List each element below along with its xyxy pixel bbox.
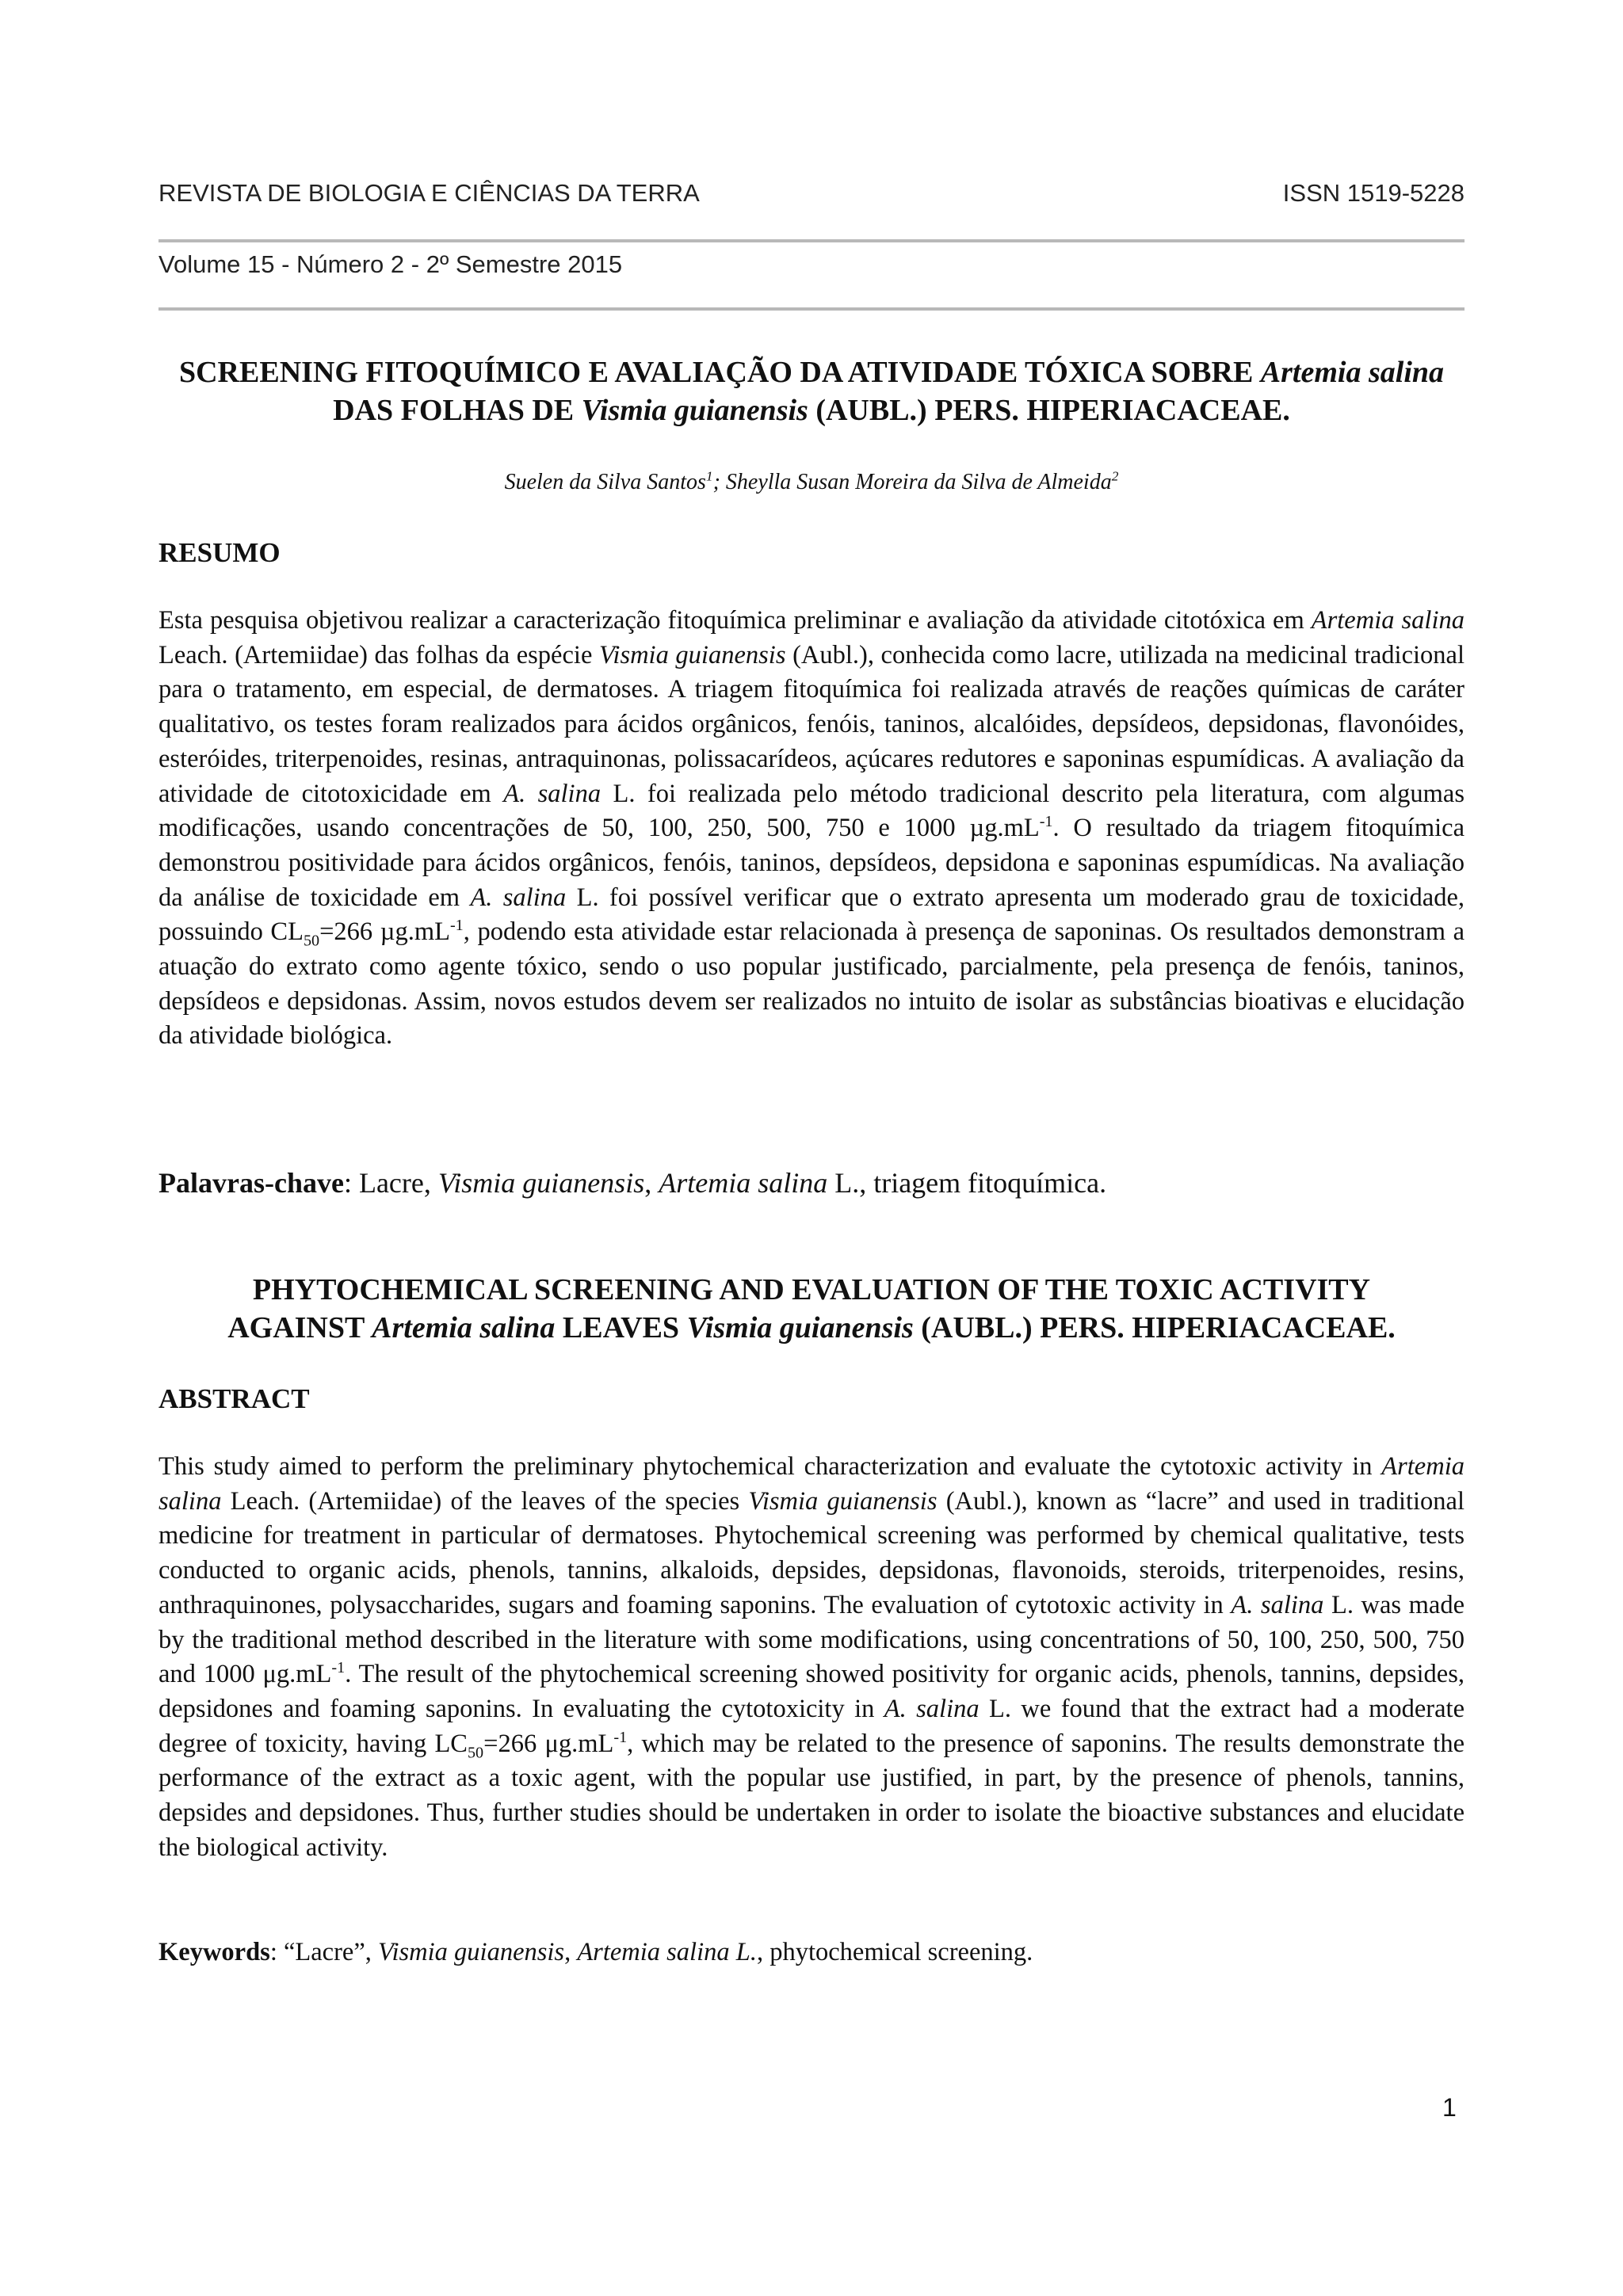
author-1: Suelen da Silva Santos <box>504 470 706 494</box>
volume-divider <box>158 307 1465 311</box>
resumo-paragraph: Esta pesquisa objetivou realizar a caracterização fitoquímica preliminar e avaliação da atividade citotóxica em Artemia salina Leach. (Artemiidae) das folhas da espécie Vismia guianensis (Aubl.), conhecida como lacre, utilizada na medicinal tradicional para o tratamento, em especial, de dermatoses. A triagem fitoquímica foi realizada através de reações químicas de caráter qualitativo, os testes foram realizados para ácidos orgânicos, fenóis, taninos, alcalóides, depsídeos, depsidonas, flavonóides, esteróides, triterpenoides, resinas, antraquinonas, polissacarídeos, açúcares redutores e saponinas espumídicas. A avaliação da atividade de citotoxicidade em A. salina L. foi realizada pelo método tradicional descrito pela literatura, com algumas modificações, usando concentrações de 50, 100, 250, 500, 750 e 1000 $\mu g.mL^{-1}$. O resultado da triagem fitoquímica demonstrou positividade para ácidos orgânicos, fenóis, taninos, depsídeos, depsidona e saponinas espumídicas. Na avaliação da análise de toxicidade em A. salina L. foi possível verificar que o extrato apresenta um moderado grau de toxicidade, possuindo $CL_{50}=266$ $\mu g.mL^{-1}$, podendo esta atividade estar relacionada à presença de saponinas. Os resultados demonstram a atuação do extrato como agente tóxico, sendo o uso popular justificado, parcialmente, pela presença de fenóis, taninos, depsídeos e depsidonas. Assim, novos estudos devem ser realizados no intuito de isolar as substâncias bioativas e elucidação da atividade biológica. <box>158 606 1465 1051</box>
title-portuguese: SCREENING FITOQUÍMICO E AVALIAÇÃO DA ATIVIDADE TÓXICA SOBRE Artemia salina DAS FOLHAS DE Vismia guianensis (AUBL.) PERS. HIPERIACACEAE. <box>178 356 1445 427</box>
abstract-paragraph: This study aimed to perform the preliminary phytochemical characterization and evaluate the cytotoxic activity in Artemia salina Leach. (Artemiidae) of the leaves of the species Vismia guianensis (Aubl.), known as “lacre” and used in traditional medicine for treatment in particular of dermatoses. Phytochemical screening was performed by chemical qualitative, tests conducted to organic acids, phenols, tannins, alkaloids, depsides, depsidonas, flavonoids, steroids, triterpenoides, resins, anthraquinones, polysaccharides, sugars and foaming saponins. The evaluation of cytotoxic activity in A. salina L. was made by the traditional method described in the literature with some modifications, using concentrations of 50, 100, 250, 500, 750 and 1000 $\mu g.mL^{-1}$. The result of the phytochemical screening showed positivity for organic acids, phenols, tannins, depsides, depsidones and foaming saponins. In evaluating the cytotoxicity in A. salina L. we found that the extract had a moderate degree of toxicity, having $LC_{50}=266$ $\mu g.mL^{-1}$, which may be related to the presence of saponins. The results demonstrate the performance of the extract as a toxic agent, with the popular use justified, in part, by the presence of phenols, tannins, depsides and depsidones. Thus, further studies should be undertaken in order to isolate the bioactive substances and elucidate the biological activity. <box>158 1452 1465 1862</box>
header-divider <box>158 239 1465 242</box>
title-english: PHYTOCHEMICAL SCREENING AND EVALUATION OF THE TOXIC ACTIVITY AGAINST Artemia salina LEAVES Vismia guianensis (AUBL.) PERS. HIPERIACACEAE. <box>227 1273 1396 1344</box>
keywords-label: Palavras-chave <box>158 1167 344 1199</box>
keywords-portuguese: Palavras-chave: Lacre, Vismia guianensis, Artemia salina L., triagem fitoquímica. <box>158 1167 1107 1199</box>
journal-name: REVISTA DE BIOLOGIA E CIÊNCIAS DA TERRA <box>158 179 700 207</box>
volume-line <box>158 249 1465 280</box>
keywords-english: Keywords: “Lacre”, Vismia guianensis, Artemia salina L., phytochemical screening. <box>158 1938 1033 1966</box>
abstract-heading: ABSTRACT <box>158 1383 310 1414</box>
keywords-label: Keywords <box>158 1938 270 1966</box>
author-2: Sheylla Susan Moreira da Silva de Almeida <box>725 470 1112 494</box>
page-number: 1 <box>1442 2093 1457 2122</box>
journal-header <box>158 177 1465 209</box>
issn: ISSN 1519-5228 <box>1282 179 1465 207</box>
resumo-heading: RESUMO <box>158 537 281 568</box>
authors-line: Suelen da Silva Santos$^1$; Sheylla Susan Moreira da Silva de Almeida$^2$ <box>504 468 1119 494</box>
volume-info: Volume 15 - Número 2 - 2º Semestre 2015 <box>158 250 623 278</box>
